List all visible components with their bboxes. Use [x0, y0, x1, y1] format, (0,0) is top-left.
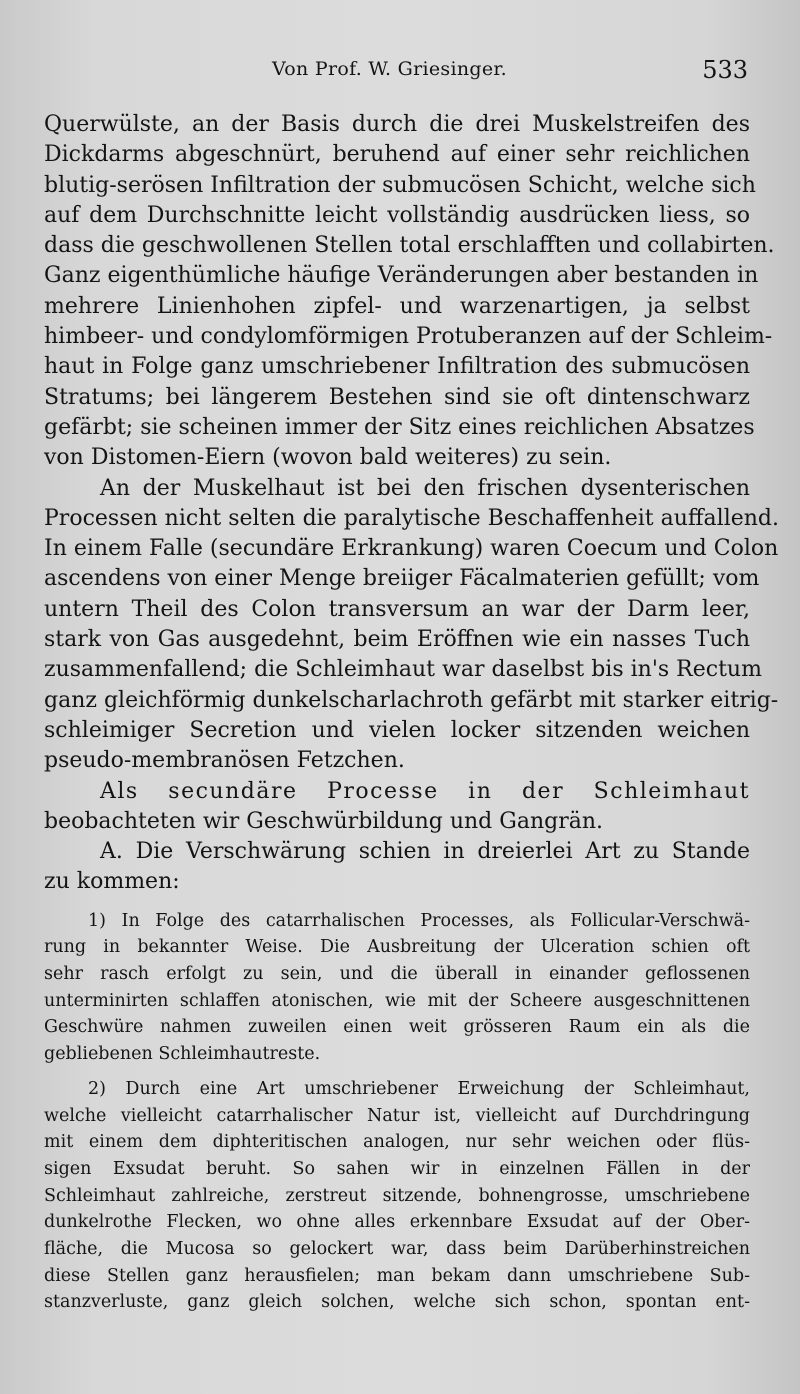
- text-line: Als secundäre Processe in der Schleimhaut: [100, 778, 750, 804]
- text-line: welche vielleicht catarrhalischer Natur ist, vielleicht auf Durchdringung: [44, 1105, 750, 1126]
- text-line: Processen nicht selten die paralytische Beschaffenheit auffallend.: [44, 505, 779, 531]
- text-line: mit einem dem diphteritischen analogen, nur sehr weichen oder flüs-: [44, 1132, 750, 1153]
- text-line: auf dem Durchschnitte leicht vollständig ausdrücken liess, so: [44, 202, 750, 228]
- text-line: Dickdarms abgeschnürt, beruhend auf einer sehr reichlichen: [44, 142, 750, 168]
- text-line: sigen Exsudat beruht. So sahen wir in einzelnen Fällen in der: [44, 1158, 750, 1179]
- text-line: unterminirten schlaffen atonischen, wie mit der Scheere ausgeschnittenen: [44, 990, 750, 1011]
- text-line: zusammenfallend; die Schleimhaut war daselbst bis in's Rectum: [44, 657, 762, 683]
- text-line: ganz gleichförmig dunkelscharlachroth gefärbt mit starker eitrig-: [44, 687, 779, 713]
- spacer: [44, 1068, 750, 1076]
- text-line: untern Theil des Colon transversum an war der Darm leer,: [44, 596, 750, 622]
- text-line: A. Die Verschwärung schien in dreierlei Art zu Stande: [100, 839, 750, 865]
- text-line: von Distomen-Eiern (wovon bald weiteres) zu sein.: [44, 445, 612, 471]
- text-line: Schleimhaut zahlreiche, zerstreut sitzende, bohnengrosse, umschriebene: [44, 1185, 750, 1206]
- numbered-item-1: [44, 908, 750, 1068]
- running-head: Von Prof. W. Griesinger.: [272, 58, 508, 80]
- text-line: dunkelrothe Flecken, wo ohne alles erkennbare Exsudat auf der Ober-: [44, 1212, 750, 1233]
- text-line: pseudo-membranösen Fetzchen.: [44, 748, 405, 774]
- numbered-item-2: [44, 1076, 750, 1316]
- paragraph-2: [44, 474, 779, 777]
- page-header: [0, 56, 800, 92]
- paragraph-3: [44, 777, 750, 838]
- text-line: 1) In Folge des catarrhalischen Processes, als Follicular-Verschwä-: [88, 910, 750, 931]
- body-text: [44, 110, 779, 1316]
- text-line: ascendens von einer Menge breiiger Fäcalmaterien gefüllt; vom: [44, 566, 760, 592]
- text-line: rung in bekannter Weise. Die Ausbreitung der Ulceration schien oft: [44, 937, 750, 958]
- text-line: In einem Falle (secundäre Erkrankung) waren Coecum und Colon: [44, 536, 779, 562]
- text-line: gefärbt; sie scheinen immer der Sitz eines reichlichen Absatzes: [44, 414, 755, 440]
- text-line: Ganz eigenthümliche häufige Veränderungen aber bestanden in: [44, 263, 759, 289]
- text-line: An der Muskelhaut ist bei den frischen dysenterischen: [100, 475, 750, 501]
- paragraph-4: [44, 837, 750, 898]
- text-line: stark von Gas ausgedehnt, beim Eröffnen wie ein nasses Tuch: [44, 627, 750, 653]
- text-line: sehr rasch erfolgt zu sein, und die überall in einander geflossenen: [44, 964, 750, 985]
- text-line: dass die geschwollenen Stellen total erschlafften und collabirten.: [44, 233, 775, 259]
- text-line: mehrere Linienhohen zipfel- und warzenartigen, ja selbst: [44, 293, 750, 319]
- text-line: diese Stellen ganz herausfielen; man bekam dann umschriebene Sub-: [44, 1265, 750, 1286]
- text-line: fläche, die Mucosa so gelockert war, dass beim Darüberhinstreichen: [44, 1238, 750, 1259]
- text-line: blutig-serösen Infiltration der submucösen Schicht, welche sich: [44, 172, 756, 198]
- text-line: himbeer- und condylomförmigen Protuberanzen auf der Schleim-: [44, 324, 773, 350]
- paragraph-1: [44, 110, 775, 474]
- text-line: gebliebenen Schleimhautreste.: [44, 1044, 321, 1065]
- text-line: beobachteten wir Geschwürbildung und Gangrän.: [44, 808, 603, 834]
- text-line: stanzverluste, ganz gleich solchen, welche sich schon, spontan ent-: [44, 1292, 750, 1313]
- text-line: 2) Durch eine Art umschriebener Erweichung der Schleimhaut,: [88, 1078, 750, 1099]
- text-line: schleimiger Secretion und vielen locker sitzenden weichen: [44, 717, 750, 743]
- text-line: Geschwüre nahmen zuweilen einen weit grösseren Raum ein als die: [44, 1017, 750, 1038]
- text-line: Stratums; bei längerem Bestehen sind sie oft dintenschwarz: [44, 384, 750, 410]
- text-line: zu kommen:: [44, 869, 180, 895]
- spacer: [44, 898, 750, 908]
- text-line: haut in Folge ganz umschriebener Infiltration des submucösen: [44, 354, 750, 380]
- page-number: 533: [702, 56, 748, 84]
- text-line: Querwülste, an der Basis durch die drei Muskelstreifen des: [44, 112, 750, 137]
